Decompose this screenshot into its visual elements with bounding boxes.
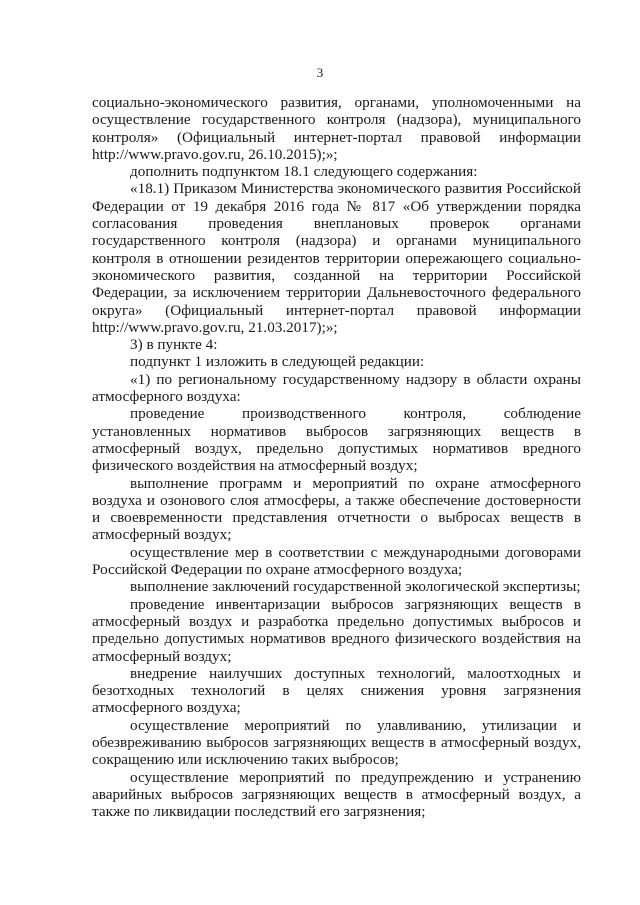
document-body <box>92 94 581 820</box>
paragraph-add-subclause: дополнить подпунктом 18.1 следующего содержания: <box>130 163 478 181</box>
paragraph-programs: выполнение программ и мероприятий по охране атмосферного воздуха и озонового слоя атмосферы, а также обеспечение достоверности и своевременности представления отчетности о выбросах веществ в атмосферный воздух; <box>92 474 581 544</box>
paragraph-inventory: проведение инвентаризации выбросов загрязняющих веществ в атмосферный воздух и разработка предельно допустимых выбросов и предельно допустимых нормативов вредного физического воздействия на атмосферный воздух; <box>92 595 581 665</box>
paragraph-emergency: осуществление мероприятий по предупреждению и устранению аварийных выбросов загрязняющих веществ в атмосферный воздух, а также по ликвидации последствий его загрязнения; <box>92 768 581 821</box>
paragraph-continuation: социально-экономического развития, органами, уполномоченными на осуществление государственного контроля (надзора), муниципального контроля» (Официальный интернет-портал правовой информации http://www.pravo.gov.ru, 26.10.2015);»; <box>92 94 581 163</box>
paragraph-subclause-18-1: «18.1) Приказом Министерства экономического развития Российской Федерации от 19 декабря 2016 года № 817 «Об утверждении порядка согласования проведения внеплановых проверок органами государственного контроля (надзора) и органами муниципального контроля в отношении резидентов территории опережающего социально-экономического развития, созданной на территории Российской Федерации, за исключением территории Дальневосточного федерального округа» (Официальный интернет-портал правовой информации http://www.pravo.gov.ru, 21.03.2017);»; <box>92 180 581 336</box>
paragraph-subclause-1-intro: подпункт 1 изложить в следующей редакции: <box>130 353 425 371</box>
page-number: 3 <box>316 65 324 80</box>
paragraph-capture: осуществление мероприятий по улавливанию, утилизации и обезвреживанию выбросов загрязняющих веществ в атмосферный воздух, сокращению или исключению таких выбросов; <box>92 716 581 769</box>
paragraph-expertise: выполнение заключений государственной экологической экспертизы; <box>130 578 581 596</box>
paragraph-international: осуществление мер в соответствии с международными договорами Российской Федерации по охране атмосферного воздуха; <box>92 543 581 579</box>
paragraph-item-3: 3) в пункте 4: <box>130 336 218 354</box>
paragraph-technologies: внедрение наилучших доступных технологий, малоотходных и безотходных технологий в целях снижения уровня загрязнения атмосферного воздуха; <box>92 664 581 717</box>
paragraph-subclause-1-text: «1) по региональному государственному надзору в области охраны атмосферного воздуха: <box>92 370 581 406</box>
paragraph-production-control: проведение производственного контроля, соблюдение установленных нормативов выбросов загрязняющих веществ в атмосферный воздух, предельно допустимых нормативов вредного физического воздействия на атмосферный воздух; <box>92 405 581 475</box>
